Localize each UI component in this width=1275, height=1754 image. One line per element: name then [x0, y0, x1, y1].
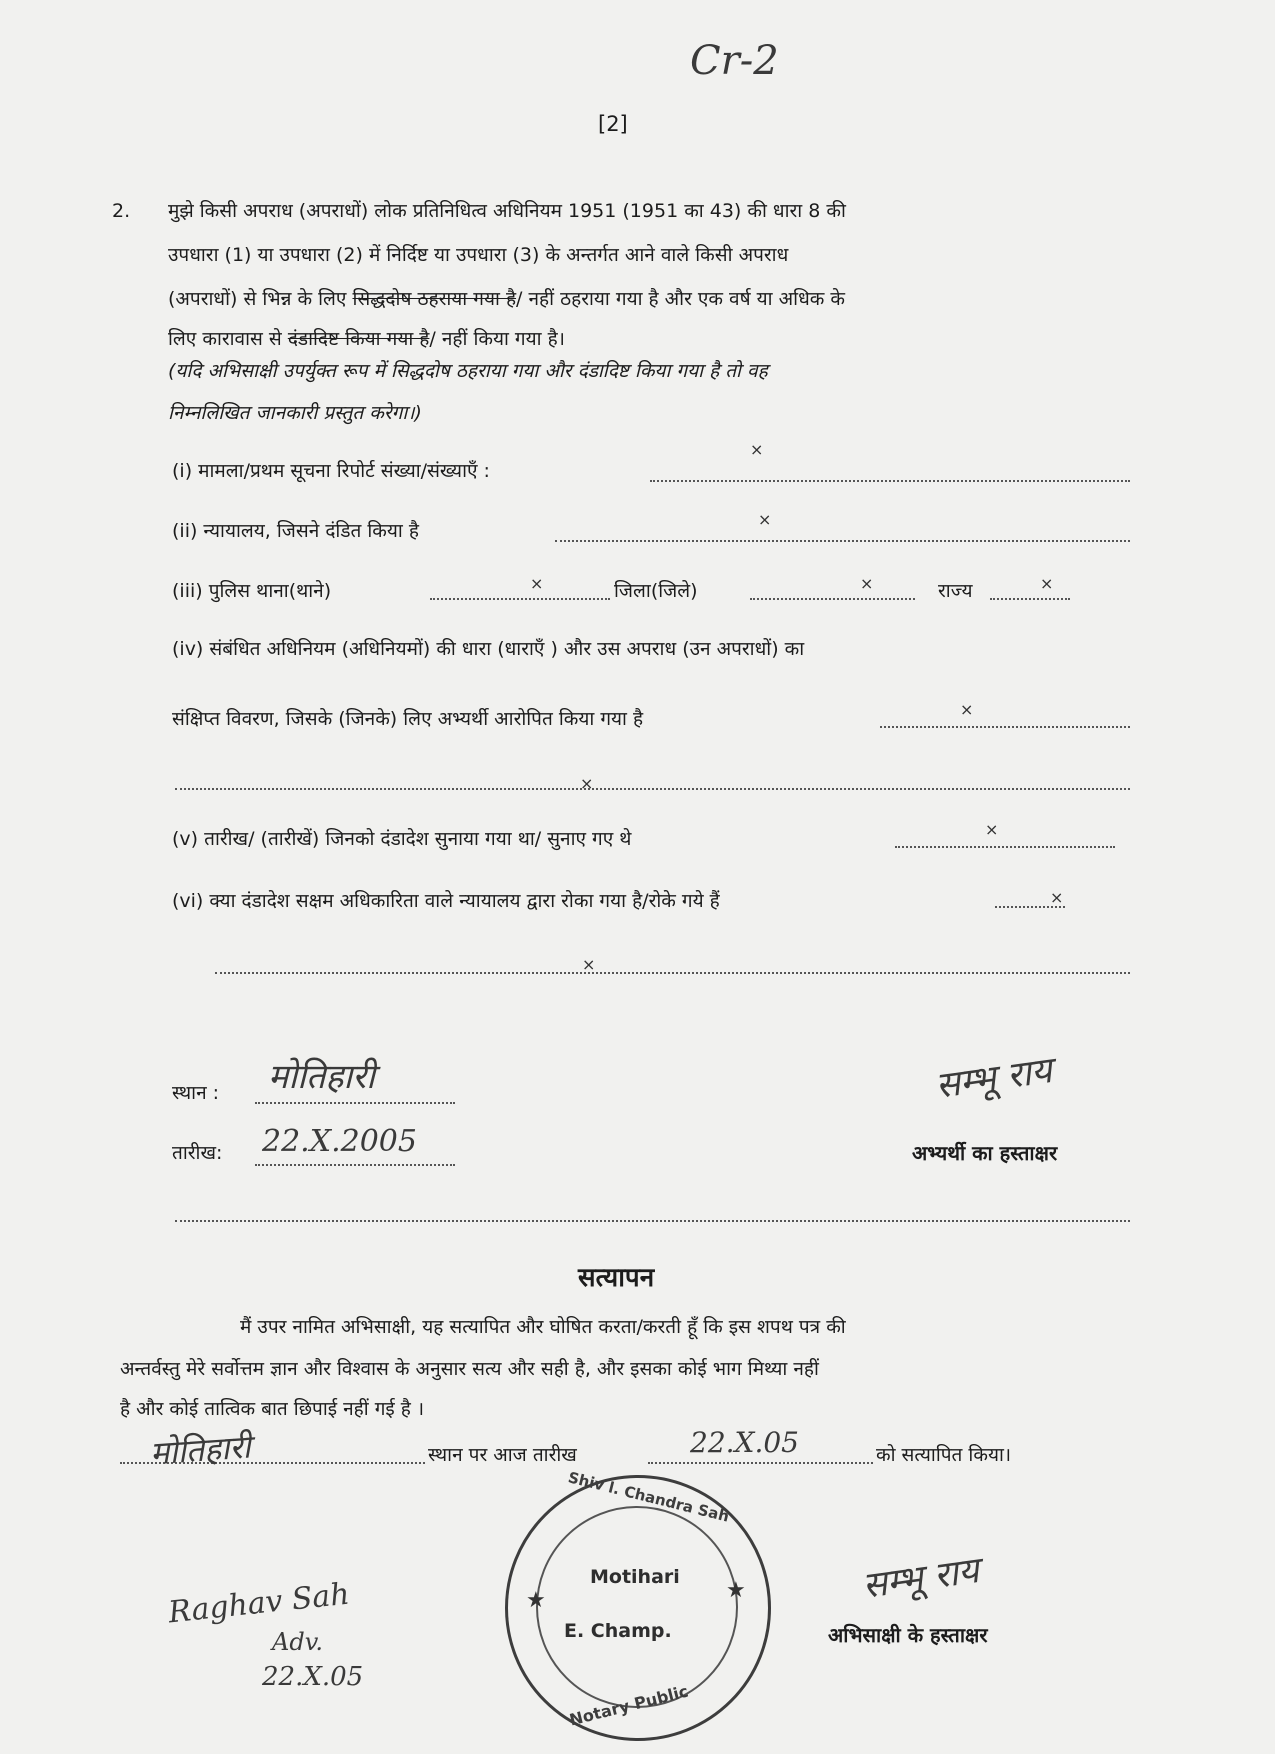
date-dotted-line [255, 1164, 455, 1166]
note-line1: (यदि अभिसाक्षी उपर्युक्त रूप में सिद्धदोष ठहराया गया और दंडादिष्ट किया गया है तो वह [168, 360, 768, 382]
item-iii-state-dotted [990, 598, 1070, 600]
section2-line3-post: / नहीं ठहराया गया है और एक वर्ष या अधिक के [516, 288, 845, 310]
item-iv-line1: (iv) संबंधित अधिनियम (अधिनियमों) की धारा (धाराएँ ) और उस अपराध (उन अपराधों) का [172, 638, 805, 660]
place-value: मोतिहारी [268, 1057, 375, 1097]
item-v-label: (v) तारीख/ (तारीखें) जिनको दंडादेश सुनाया गया था/ सुनाए गए थे [172, 828, 632, 850]
item-iii-state-cross: × [1040, 574, 1054, 593]
item-vi-dotted-2 [215, 972, 1130, 974]
verification-date-value: 22.X.05 [690, 1426, 799, 1459]
section2-line2: उपधारा (1) या उपधारा (2) में निर्दिष्ट या उपधारा (3) के अन्तर्गत आने वाले किसी अपराध [168, 244, 789, 266]
page-number: [2] [598, 112, 628, 136]
deponent-sign-label: अभिसाक्षी के हस्ताक्षर [828, 1623, 988, 1647]
verification-title: सत्यापन [578, 1263, 655, 1293]
item-iii-district-label: जिला(जिले) [614, 580, 698, 602]
item-iii-district-dotted [750, 598, 915, 600]
advocate-title: Adv. [272, 1628, 324, 1656]
item-vi-cross-1: × [1050, 888, 1064, 907]
stamp-star-left: ★ [526, 1588, 546, 1613]
item-iv-dotted-2 [175, 788, 1130, 790]
item-iii-state-label: राज्य [938, 580, 973, 602]
date-label: तारीख: [172, 1142, 223, 1164]
section2-line3-pre: (अपराधों) से भिन्न के लिए [168, 288, 353, 310]
candidate-sign-label: अभ्यर्थी का हस्ताक्षर [912, 1141, 1058, 1165]
item-iii-thana-dotted [430, 598, 610, 600]
date-value: 22.X.2005 [262, 1124, 417, 1159]
verification-place-value: मोतिहारी [148, 1427, 252, 1473]
place-dotted-line [255, 1102, 455, 1104]
deponent-signature: सम्भू राय [859, 1550, 982, 1607]
section-number: 2. [112, 200, 131, 222]
struck-sentenced: दंडादिष्ट किया गया है [287, 328, 430, 350]
stamp-bottom-text: Notary Public [567, 1681, 691, 1730]
stamp-top-text: Shiv l. Chandra Sah [566, 1468, 731, 1526]
item-iv-line2: संक्षिप्त विवरण, जिसके (जिनके) लिए अभ्यर्थी आरोपित किया गया है [172, 708, 644, 730]
item-iii-district-cross: × [860, 574, 874, 593]
item-v-cross: × [985, 820, 999, 839]
item-i-cross: × [750, 440, 764, 459]
handwritten-code: Cr-2 [690, 38, 779, 84]
notary-stamp-inner-ring [536, 1506, 738, 1708]
item-ii-label: (ii) न्यायालय, जिसने दंडित किया है [172, 520, 419, 542]
separator-dotted-line [175, 1220, 1130, 1222]
item-iv-cross-2: × [580, 774, 594, 793]
item-ii-cross: × [758, 510, 772, 529]
stamp-city: Motihari [590, 1566, 680, 1588]
section2-line4-pre: लिए कारावास से [168, 328, 288, 350]
verification-line3: है और कोई तात्विक बात छिपाई नहीं गई है । [120, 1398, 425, 1420]
section2-line1: मुझे किसी अपराध (अपराधों) लोक प्रतिनिधित्व अधिनियम 1951 (1951 का 43) की धारा 8 की [168, 200, 846, 222]
advocate-name: Raghav Sah [166, 1576, 352, 1631]
item-iv-dotted-1 [880, 726, 1130, 728]
item-vi-cross-2: × [582, 955, 596, 974]
verification-verified-text: को सत्यापित किया। [876, 1444, 1012, 1466]
place-label: स्थान : [172, 1082, 220, 1104]
item-i-label: (i) मामला/प्रथम सूचना रिपोर्ट संख्या/संख्याएँ : [172, 460, 490, 482]
item-vi-label: (vi) क्या दंडादेश सक्षम अधिकारिता वाले न्यायालय द्वारा रोका गया है/रोके गये हैं [172, 890, 720, 912]
verification-place-text: स्थान पर आज तारीख [428, 1444, 577, 1466]
advocate-date: 22.X.05 [262, 1662, 364, 1692]
struck-convicted: सिद्धदोष ठहराया गया है [352, 288, 517, 310]
note-line2: निम्नलिखित जानकारी प्रस्तुत करेगा।) [168, 402, 422, 424]
notary-stamp [505, 1468, 771, 1741]
item-iii-thana-cross: × [530, 574, 544, 593]
item-iii-label: (iii) पुलिस थाना(थाने) [172, 580, 332, 602]
item-ii-dotted-line [555, 540, 1130, 542]
stamp-star-right: ★ [726, 1578, 746, 1603]
stamp-name: E. Champ. [564, 1620, 672, 1642]
item-iv-cross-1: × [960, 700, 974, 719]
section2-line3 [168, 280, 1128, 318]
section2-line4-post: / नहीं किया गया है। [429, 328, 565, 350]
verification-line1: मैं उपर नामित अभिसाक्षी, यह सत्यापित और घोषित करता/करती हूँ कि इस शपथ पत्र की [240, 1316, 846, 1338]
verification-date-dotted [648, 1462, 873, 1464]
candidate-signature: सम्भू राय [932, 1050, 1055, 1107]
verification-line2: अन्तर्वस्तु मेरे सर्वोत्तम ज्ञान और विश्वास के अनुसार सत्य और सही है, और इसका कोई भाग मिथ्या नहीं [120, 1358, 819, 1380]
item-v-dotted-line [895, 846, 1115, 848]
item-i-dotted-line [650, 480, 1130, 482]
